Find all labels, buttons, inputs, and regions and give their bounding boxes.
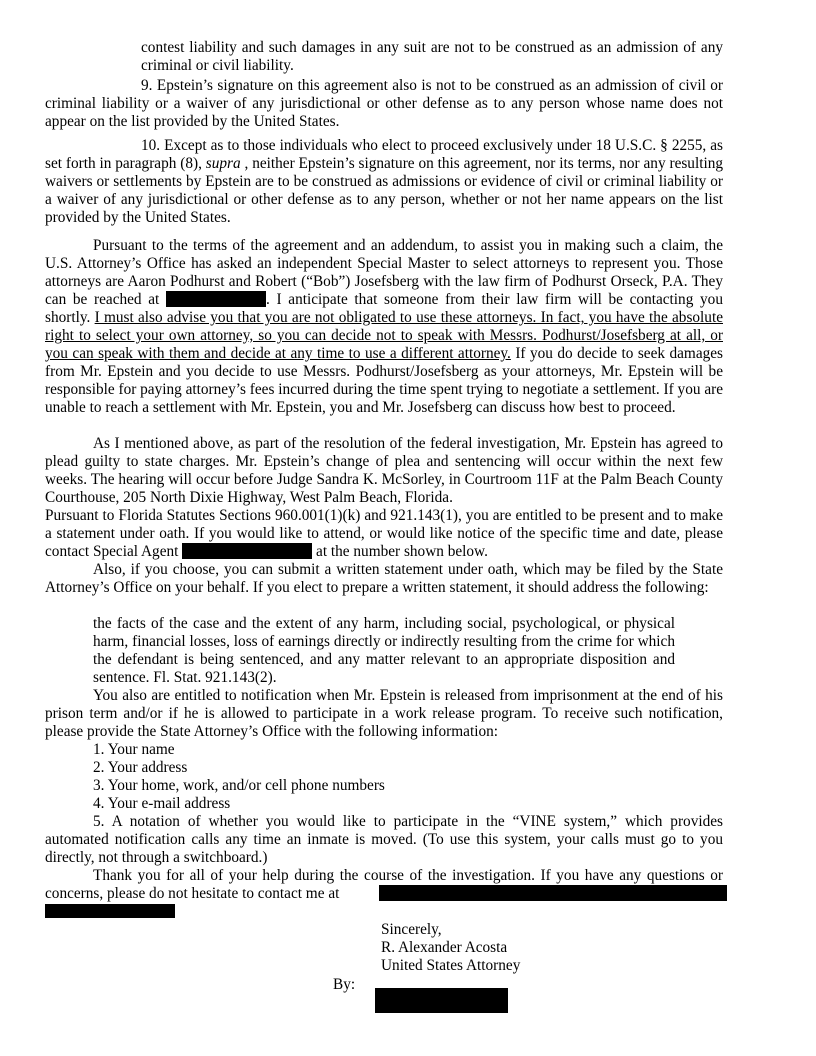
redacted-signature: [375, 988, 508, 1013]
item-9: 9. Epstein’s signature on this agreement also is not to be construed as an admission of civil or criminal liability or a waiver of any jurisdictional or other defense as to any person whose name does not appear on the list provided by the United States.: [45, 77, 723, 130]
statutes-text-b: at the number shown below.: [312, 543, 488, 560]
item-10-text-b: , neither Epstein’s signature on this agreement, nor its terms, nor any resulting waivers or settlements by Epstein are to be construed as admissions or evidence of civil or criminal liability or a waiver of any jurisdictional or other defense as to any person, whether or not her name appears on the list provided by the United States.: [45, 155, 724, 226]
redacted-phone: [166, 291, 266, 307]
statutes-paragraph: [45, 507, 723, 561]
statutes-text-a: Pursuant to Florida Statutes Sections 960.001(1)(k) and 921.143(1), you are entitled to be present and to make a statement under oath. If you would like to attend, or would like notice of the specific time and date, please contact Special Agent: [45, 507, 723, 560]
info-list-item-vine: 5. A notation of whether you would like to participate in the “VINE system,” which provides automated notification calls any time an inmate is moved. (To use this system, your calls must go to you directly, not through a switchboard.): [45, 813, 723, 866]
item-8-tail: contest liability and such damages in any suit are not to be construed as an admission of any criminal or civil liability.: [141, 39, 723, 74]
item-10-text-a: 10. Except as to those individuals who elect to proceed exclusively under 18 U.S.C. § 2255, as set forth in paragraph (8),: [45, 137, 723, 172]
info-list-item-name: 1. Your name: [93, 741, 175, 758]
statement-requirements-quote: the facts of the case and the extent of any harm, including social, psychological, or physical harm, financial losses, loss of earnings directly or indirectly resulting from the crime for which the defendant is being sentenced, and any matter relevant to an appropriate disposition and sentence. Fl. Stat. 921.143(2).: [93, 615, 675, 686]
attorneys-text-b: . I anticipate that someone from their law firm will be contacting you shortly.: [45, 291, 723, 326]
thanks-paragraph: Thank you for all of your help during the course of the investigation. If you have any questions or concerns, please do not hesitate to contact me at: [45, 867, 723, 902]
by-label: By:: [333, 976, 356, 993]
release-notification-paragraph: You also are entitled to notification when Mr. Epstein is released from imprisonment at the end of his prison term and/or if he is allowed to participate in a work release program. To receive such notification, please provide the State Attorney’s Office with the following information:: [45, 687, 723, 740]
redacted-contact-info: [379, 885, 727, 901]
item-10-italic: supra: [205, 155, 241, 172]
info-list-item-phone: 3. Your home, work, and/or cell phone numbers: [93, 777, 385, 794]
info-list-item-address: 2. Your address: [93, 759, 188, 776]
plea-paragraph: As I mentioned above, as part of the resolution of the federal investigation, Mr. Epstein has agreed to plead guilty to state charges. Mr. Epstein’s change of plea and sentencing will occur within the next few weeks. The hearing will occur before Judge Sandra K. McSorley, in Courtroom 11F at the Palm Beach County Courthouse, 205 North Dixie Highway, West Palm Beach, Florida.: [45, 435, 723, 506]
item-10: [45, 137, 723, 227]
attorneys-paragraph: [45, 237, 723, 417]
info-list-item-email: 4. Your e-mail address: [93, 795, 231, 812]
redacted-contact-info-continued: [45, 904, 175, 918]
closing-salutation: Sincerely,: [381, 921, 442, 938]
redacted-agent-name: [182, 543, 312, 559]
signer-title: United States Attorney: [381, 957, 521, 974]
attorneys-text-c: If you do decide to seek damages from Mr. Epstein and you decide to use Messrs. Podhurst/Josefsberg as your attorneys, Mr. Epstein will be responsible for paying attorney’s fees incurred during the time spent trying to negotiate a settlement. If you are unable to reach a settlement with Mr. Epstein, you and Mr. Josefsberg can discuss how best to proceed.: [45, 345, 723, 416]
written-statement-paragraph: Also, if you choose, you can submit a written statement under oath, which may be filed by the State Attorney’s Office on your behalf. If you elect to prepare a written statement, it should address the following:: [45, 561, 723, 596]
attorneys-text-a: Pursuant to the terms of the agreement and an addendum, to assist you in making such a claim, the U.S. Attorney’s Office has asked an independent Special Master to select attorneys to represent you. Those attorneys are Aaron Podhurst and Robert (“Bob”) Josefsberg with the law firm of Podhurst Orseck, P.A. They can be reached at: [45, 237, 723, 308]
signer-name: R. Alexander Acosta: [381, 939, 508, 956]
attorneys-underlined-advice: I must also advise you that you are not obligated to use these attorneys. In fact, you have the absolute right to select your own attorney, so you can decide not to speak with Messrs. Podhurst/Josefsberg at all, or you can speak with them and decide at any time to use a different attorney.: [45, 309, 723, 362]
